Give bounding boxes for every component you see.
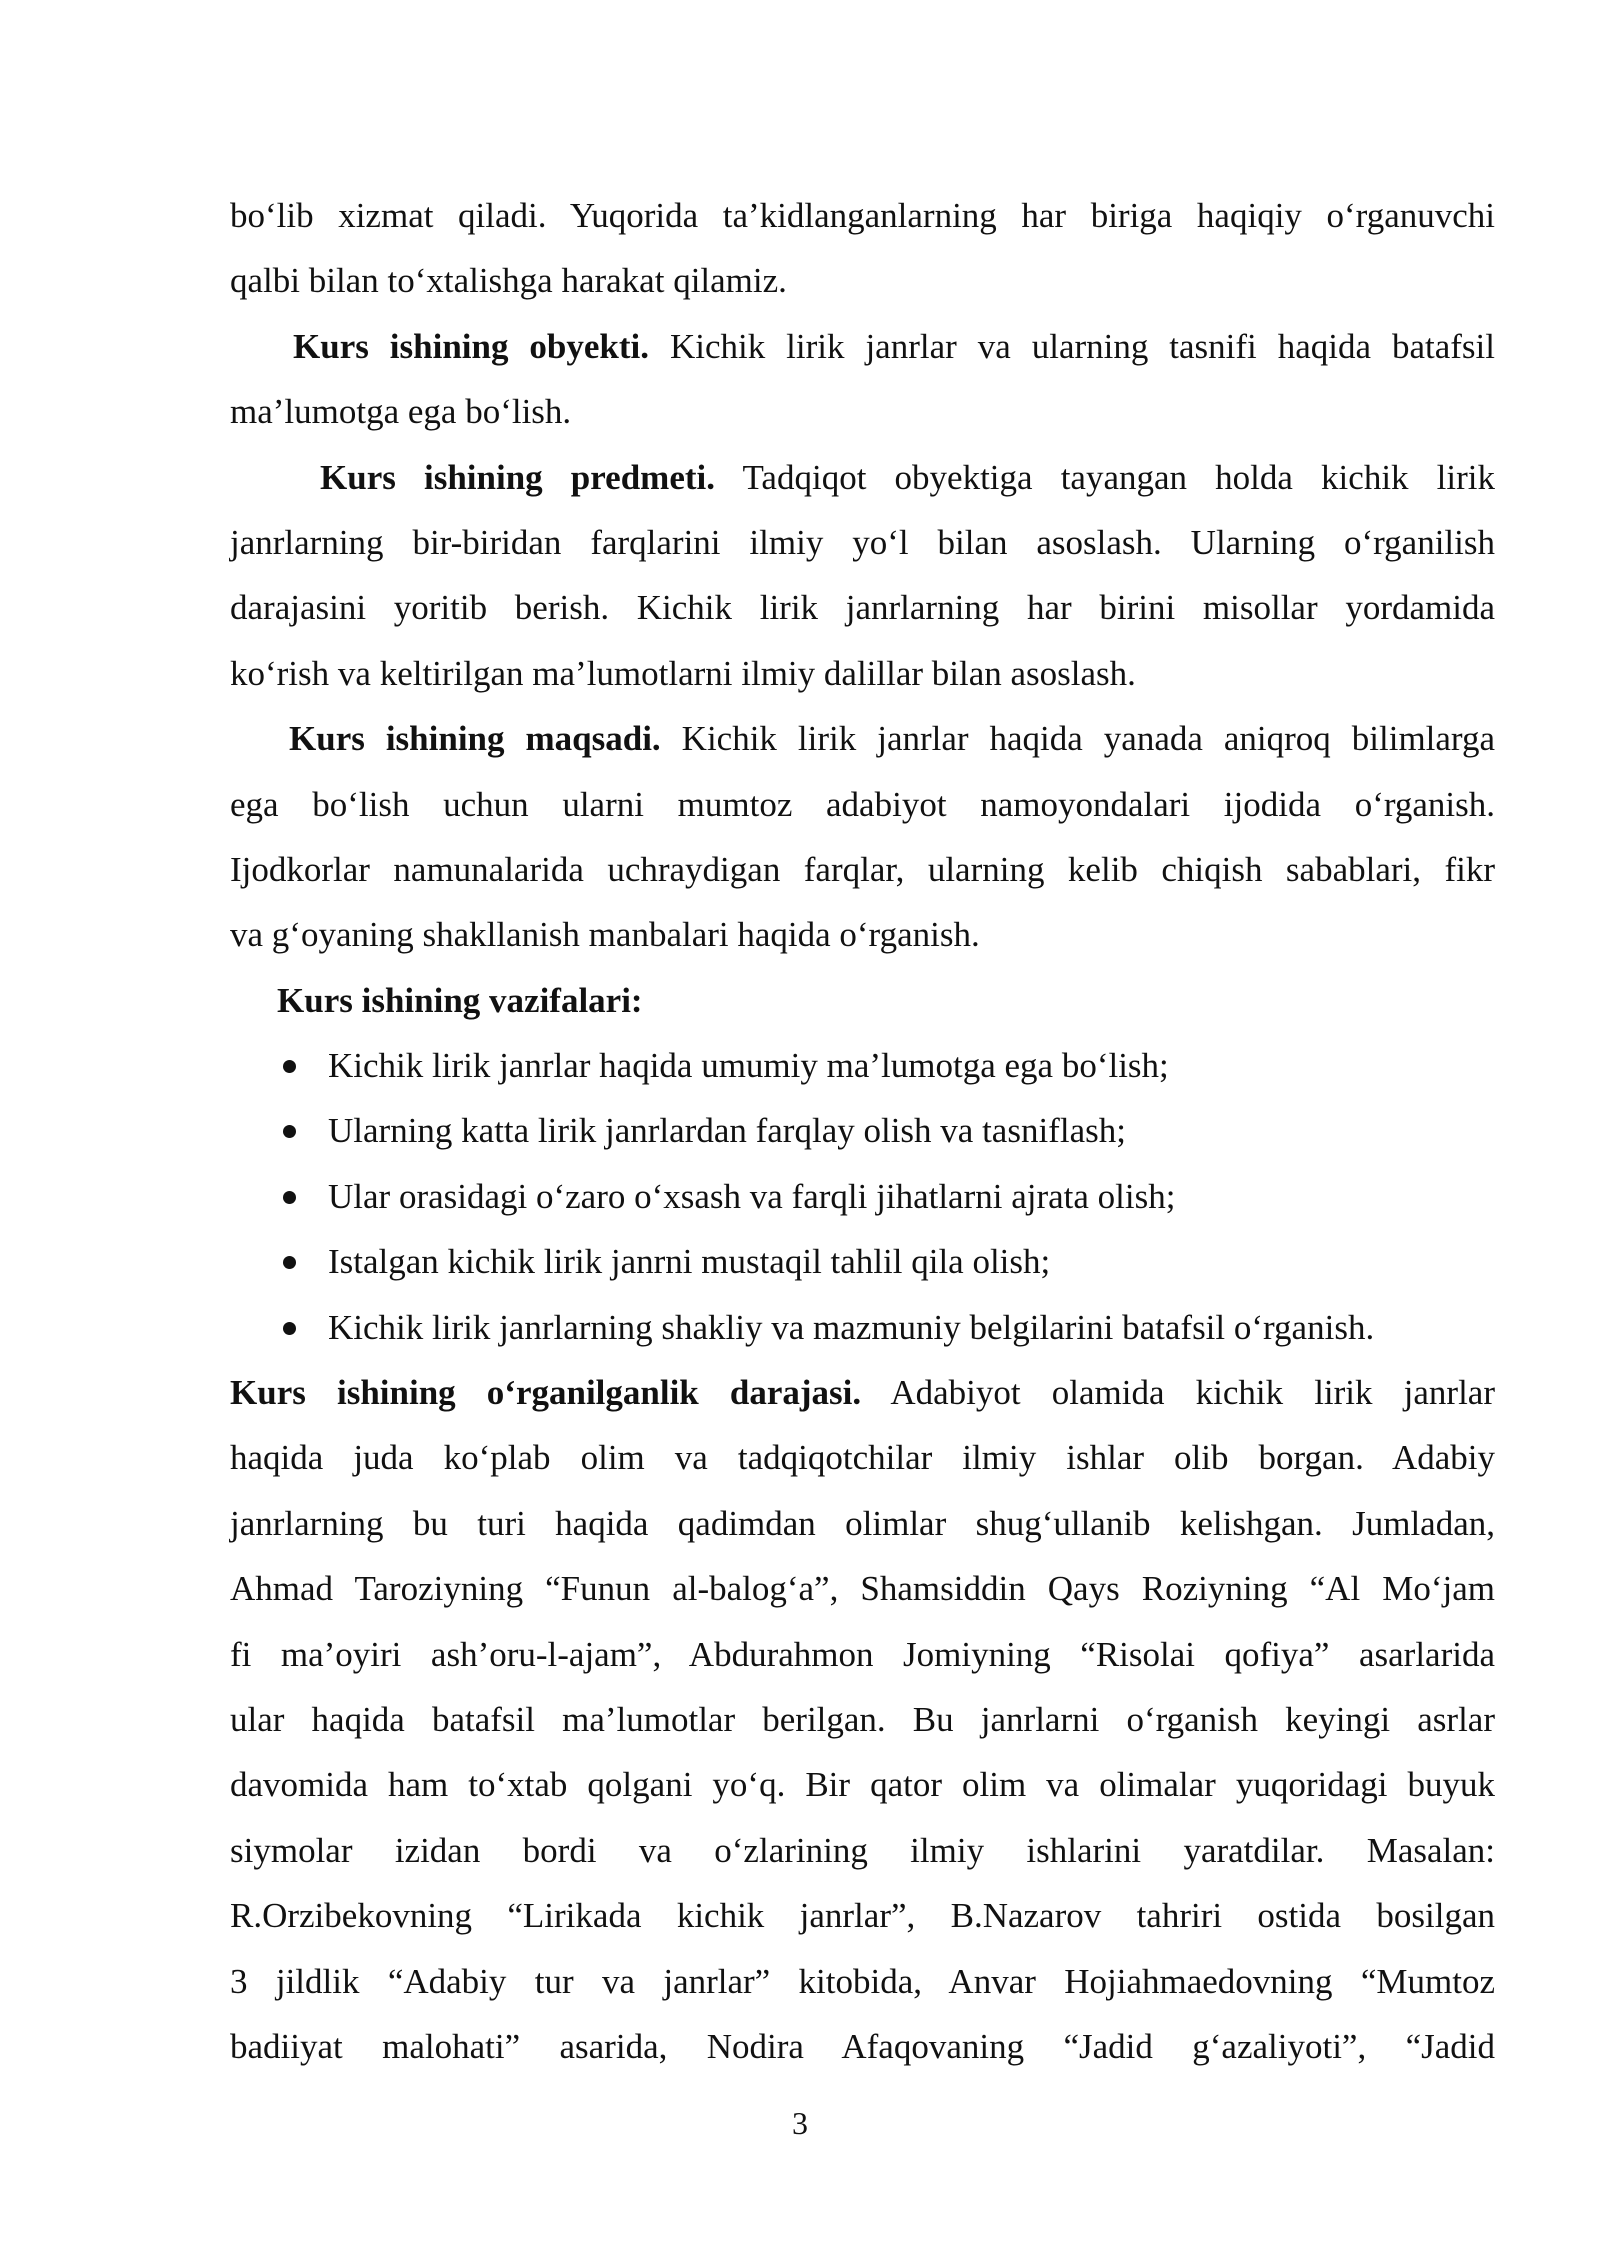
text-span: Kichik lirik janrlar va ularning tasnifi haqida batafsil [649, 326, 1495, 366]
text-line: siymolar izidan bordi va o‘zlarining ilmiy ishlarini yaratdilar. Masalan: [230, 1830, 1495, 1870]
list-item-text: Kichik lirik janrlarning shakliy va mazmuniy belgilarini batafsil o‘rganish. [328, 1307, 1375, 1347]
text-line: badiiyat malohati” asarida, Nodira Afaqovaning “Jadid g‘azaliyoti”, “Jadid [230, 2026, 1495, 2066]
text-line: ega bo‘lish uchun ularni mumtoz adabiyot namoyondalari ijodida o‘rganish. [230, 784, 1495, 824]
text-line: bo‘lib xizmat qiladi. Yuqorida ta’kidlanganlarning har biriga haqiqiy o‘rganuvchi [230, 196, 1495, 235]
paragraph-goal-first-line [230, 706, 1495, 771]
list-item [230, 1033, 1495, 1098]
text-line: darajasini yoritib berish. Kichik lirik janrlarning har birini misollar yordamida [230, 588, 1495, 628]
list-item-text: Kichik lirik janrlar haqida umumiy ma’lumotga ega bo‘lish; [328, 1046, 1169, 1086]
heading-subject: Kurs ishining predmeti. [320, 457, 715, 497]
text-line: R.Orzibekovning “Lirikada kichik janrlar”, B.Nazarov tahriri ostida bosilgan [230, 1896, 1495, 1936]
text-line: ular haqida batafsil ma’lumotlar berilgan. Bu janrlarni o‘rganish keyingi asrlar [230, 1699, 1495, 1739]
text-span: Kichik lirik janrlar haqida yanada aniqroq bilimlarga [660, 719, 1495, 759]
heading-research-level: Kurs ishining o‘rganilganlik darajasi. [230, 1373, 862, 1413]
text-span: Adabiyot olamida kichik lirik janrlar [861, 1373, 1495, 1413]
bullet-icon [283, 1191, 296, 1204]
paragraph-object-first-line [230, 314, 1495, 379]
text-line: janrlarning bu turi haqida qadimdan olimlar shug‘ullanib kelishgan. Jumladan, [230, 1503, 1495, 1543]
paragraph-research-level-first-line [230, 1360, 1495, 1425]
text-line: 3 jildlik “Adabiy tur va janrlar” kitobida, Anvar Hojiahmaedovning “Mumtoz [230, 1961, 1495, 2001]
text-line: qalbi bilan to‘xtalishga harakat qilamiz. [230, 261, 787, 301]
list-item-text: Ular orasidagi o‘zaro o‘xsash va farqli jihatlarni ajrata olish; [328, 1176, 1176, 1216]
bullet-icon [283, 1322, 296, 1335]
paragraph-subject-first-line [230, 445, 1495, 510]
bullet-icon [283, 1125, 296, 1138]
tasks-heading-line [230, 968, 1495, 1033]
text-line: ko‘rish va keltirilgan ma’lumotlarni ilmiy dalillar bilan asoslash. [230, 653, 1136, 693]
bullet-icon [283, 1060, 296, 1073]
list-item [230, 1164, 1495, 1229]
heading-tasks: Kurs ishining vazifalari: [277, 980, 643, 1020]
text-line: va g‘oyaning shakllanish manbalari haqida o‘rganish. [230, 915, 980, 955]
text-line: haqida juda ko‘plab olim va tadqiqotchilar ilmiy ishlar olib borgan. Adabiy [230, 1438, 1495, 1478]
text-line: Ijodkorlar namunalarida uchraydigan farqlar, ularning kelib chiqish sabablari, fikr [230, 849, 1495, 889]
list-item [230, 1229, 1495, 1294]
list-item-text: Ularning katta lirik janrlardan farqlay olish va tasniflash; [328, 1111, 1126, 1151]
text-span: Tadqiqot obyektiga tayangan holda kichik lirik [715, 457, 1495, 497]
list-item [230, 1098, 1495, 1163]
heading-goal: Kurs ishining maqsadi. [289, 719, 661, 759]
text-line: janrlarning bir-biridan farqlarini ilmiy yo‘l bilan asoslash. Ularning o‘rganilish [230, 522, 1495, 562]
heading-object: Kurs ishining obyekti. [293, 326, 650, 366]
text-line: ma’lumotga ega bo‘lish. [230, 392, 572, 432]
list-item-text: Istalgan kichik lirik janrni mustaqil tahlil qila olish; [328, 1242, 1051, 1282]
text-line: fi ma’oyiri ash’oru-l-ajam”, Abdurahmon Jomiyning “Risolai qofiya” asarlarida [230, 1634, 1495, 1674]
list-item [230, 1295, 1495, 1360]
page-body [230, 183, 1495, 2079]
text-line: Ahmad Taroziyning “Funun al-balog‘a”, Shamsiddin Qays Roziyning “Al Mo‘jam [230, 1569, 1495, 1609]
page-number: 3 [792, 2105, 808, 2141]
text-line: davomida ham to‘xtab qolgani yo‘q. Bir qator olim va olimalar yuqoridagi buyuk [230, 1765, 1495, 1805]
bullet-icon [283, 1256, 296, 1269]
